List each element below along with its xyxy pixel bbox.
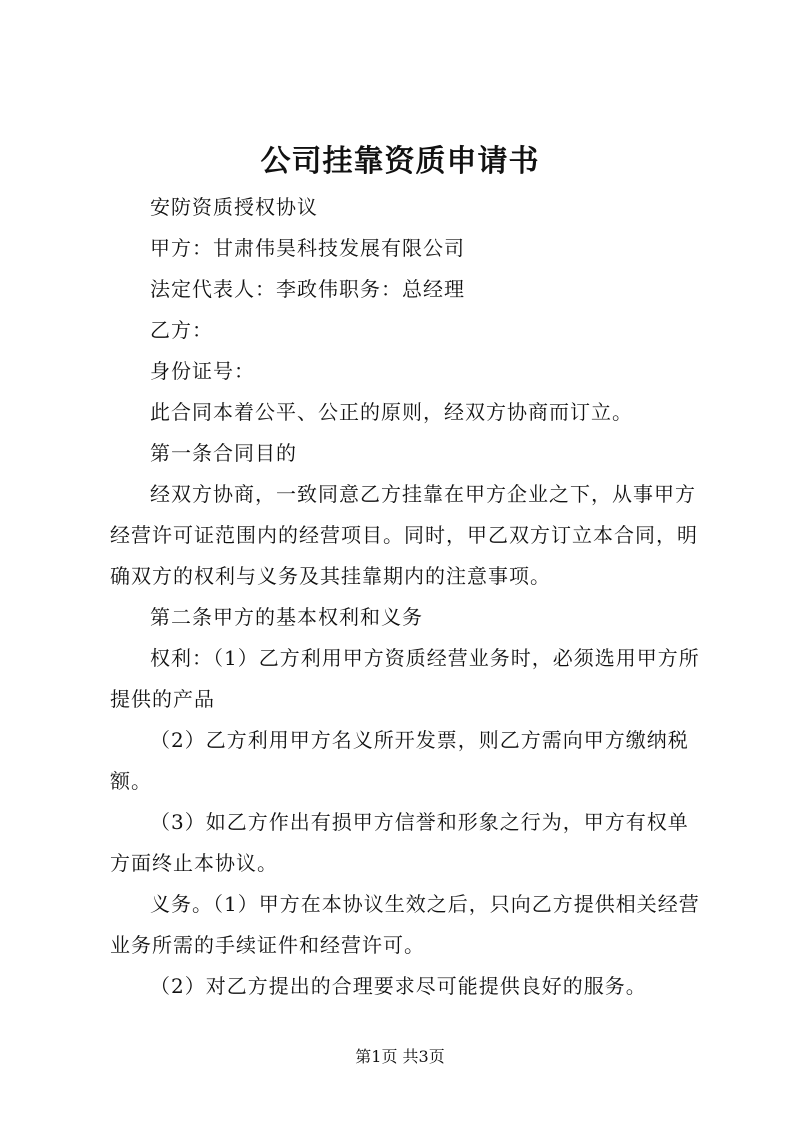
paragraph-principle: 此合同本着公平、公正的原则，经双方协商而订立。 — [150, 400, 633, 424]
paragraph-article-1-heading: 第一条合同目的 — [150, 441, 297, 465]
paragraph-article-1-body: 经双方协商，一致同意乙方挂靠在甲方企业之下，从事甲方经营许可证范围内的经营项目。同时，甲乙双方订立本合同，明确双方的权利与义务及其挂靠期内的注意事项。 — [110, 482, 698, 588]
paragraph-rights-1: 权利：（1）乙方利用甲方资质经营业务时，必须选用甲方所提供的产品 — [110, 646, 700, 711]
paragraph-obligations-2: （2）对乙方提出的合理要求尽可能提供良好的服务。 — [150, 974, 647, 998]
paragraph-rights-3: （3）如乙方作出有损甲方信誉和形象之行为，甲方有权单方面终止本协议。 — [110, 810, 689, 875]
page-footer: 第1页 共3页 — [355, 1047, 445, 1066]
paragraph-legal-representative: 法定代表人：李政伟职务：总经理 — [150, 277, 465, 301]
paragraph-agreement-name: 安防资质授权协议 — [150, 195, 318, 219]
paragraph-obligations-1: 义务。（1）甲方在本协议生效之后，只向乙方提供相关经营业务所需的手续证件和经营许可。 — [110, 892, 700, 957]
paragraph-article-2-heading: 第二条甲方的基本权利和义务 — [150, 605, 423, 629]
paragraph-rights-2: （2）乙方利用甲方名义所开发票，则乙方需向甲方缴纳税额。 — [110, 728, 689, 793]
document-body — [110, 187, 702, 1007]
paragraph-party-a: 甲方：甘肃伟昊科技发展有限公司 — [150, 236, 465, 260]
paragraph-id-number: 身份证号： — [150, 359, 255, 383]
document-title: 公司挂靠资质申请书 — [260, 144, 540, 179]
paragraph-party-b: 乙方： — [150, 318, 213, 342]
